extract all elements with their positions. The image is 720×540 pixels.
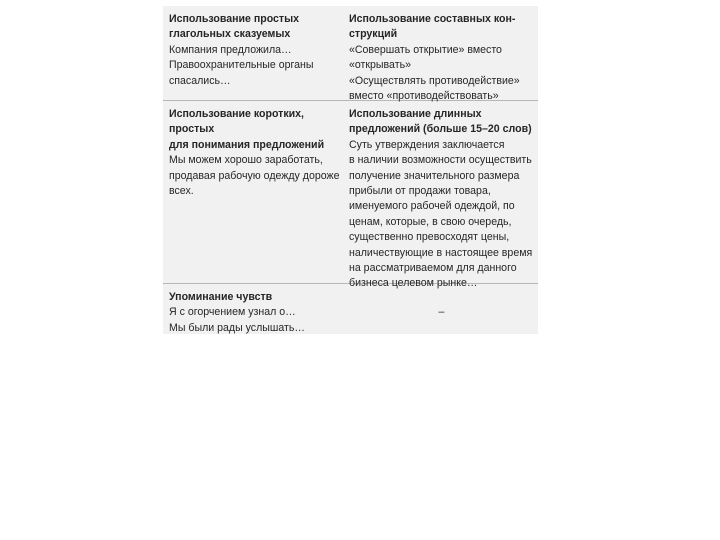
cell-line: существенно превосходят цены, — [349, 231, 510, 244]
cell-heading: Использование простых глагольных сказуемых — [169, 13, 300, 41]
comparison-table — [163, 6, 538, 334]
cell-line: продавая рабочую одежду дороже — [169, 169, 340, 182]
cell-line: Правоохранительные органы — [169, 59, 314, 72]
table-row — [163, 6, 538, 101]
table-cell-right — [345, 284, 538, 334]
cell-line: «Совершать открытие» вместо — [349, 43, 502, 56]
cell-line: ценам, которые, в свою очередь, — [349, 215, 512, 228]
cell-heading: Использование длинных предложений (больше 15–20 слов) — [349, 108, 532, 136]
cell-line: всех. — [169, 185, 194, 198]
table-cell-left — [163, 284, 345, 334]
cell-heading: Использование составных кон- струкций — [349, 13, 516, 41]
table-row — [163, 101, 538, 290]
table-row — [163, 284, 538, 334]
cell-line: Мы были рады услышать… — [169, 321, 306, 334]
cell-line: прибыли от продажи товара, — [349, 185, 491, 198]
cell-line: в наличии возможности осуществить — [349, 154, 532, 167]
cell-line: Мы можем хорошо заработать, — [169, 154, 323, 167]
cell-heading: Использование коротких, простых для понимания предложений — [169, 108, 325, 151]
table-cell-left — [163, 6, 345, 100]
cell-line: спасались… — [169, 74, 231, 87]
cell-line: «открывать» — [349, 59, 411, 72]
cell-heading: Упоминание чувств — [169, 291, 273, 303]
cell-line: на рассматриваемом для данного — [349, 262, 517, 275]
table-cell-right — [345, 6, 538, 103]
cell-line: Я с огорчением узнал о… — [169, 306, 296, 319]
cell-line: именуемого рабочей одеждой, по — [349, 200, 515, 213]
cell-line: бизнеса целевом рынке… — [349, 277, 478, 290]
table-cell-right — [345, 101, 538, 290]
cell-line: Суть утверждения заключается — [349, 138, 505, 151]
table-cell-left — [163, 101, 345, 283]
cell-line: получение значительного размера — [349, 169, 520, 182]
cell-line: Компания предложила… — [169, 43, 292, 56]
cell-line: «Осуществлять противодействие» — [349, 74, 520, 87]
cell-line: наличествующие в настоящее время — [349, 246, 533, 259]
cell-line: вместо «противодействовать» — [349, 90, 499, 103]
empty-dash: – — [438, 306, 445, 318]
